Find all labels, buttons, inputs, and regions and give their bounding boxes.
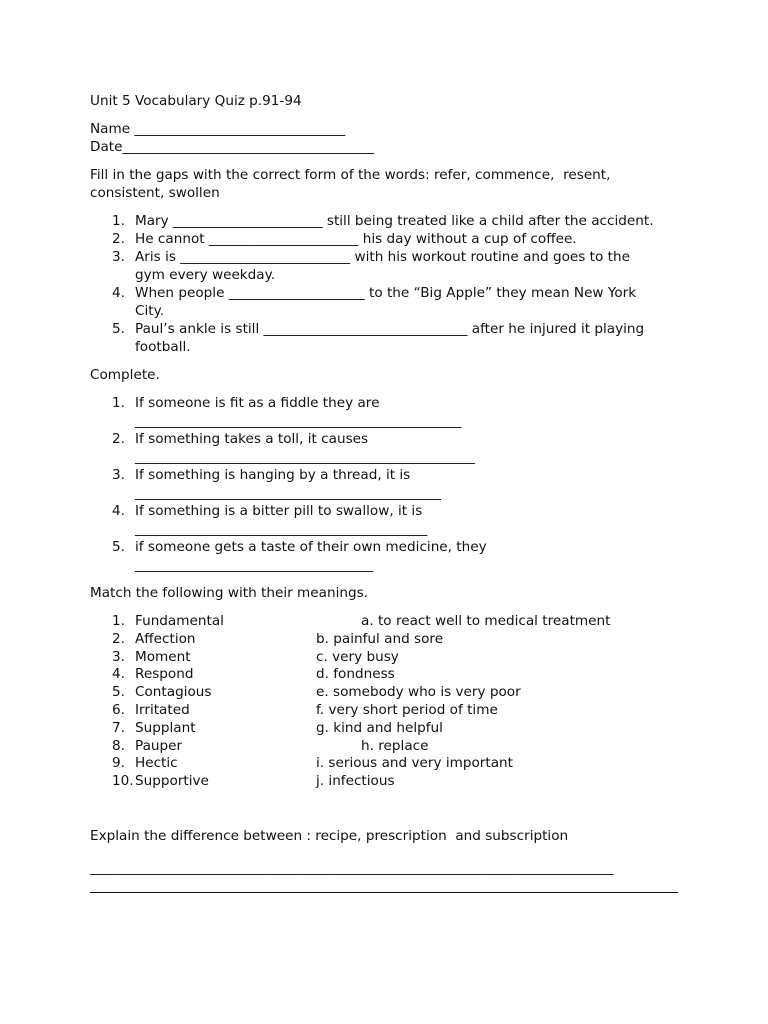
item-number: 5. (112, 539, 125, 555)
item-number: 2. (112, 630, 125, 647)
match-row (90, 737, 680, 755)
match-meaning: c. very busy (316, 648, 399, 665)
item-number: 9. (112, 755, 125, 772)
item-text: Mary ______________________ still being treated like a child after the accident. (135, 213, 654, 229)
answer-blank: __________________________________________________ (135, 449, 475, 465)
complete-list (90, 394, 680, 574)
match-row (90, 683, 680, 701)
list-item (90, 430, 680, 466)
section4-instruction: Explain the difference between : recipe, prescription and subscription (90, 828, 569, 844)
item-text: If someone is fit as a fiddle they are (135, 395, 380, 411)
match-row (90, 612, 680, 630)
section1-instruction-line1: Fill in the gaps with the correct form of the words: refer, commence, resent, (90, 167, 611, 183)
list-item (90, 248, 680, 284)
item-number: 7. (112, 719, 125, 736)
match-row (90, 648, 680, 666)
match-meaning: f. very short period of time (316, 701, 498, 718)
item-number: 4. (112, 666, 125, 683)
item-text: When people ____________________ to the “Big Apple” they mean New York (135, 285, 637, 301)
match-meaning: e. somebody who is very poor (316, 684, 521, 701)
section4 (90, 827, 690, 845)
item-number: 2. (112, 231, 125, 247)
match-meaning: i. serious and very important (316, 755, 513, 772)
match-word: Irritated (135, 701, 190, 718)
item-number: 3. (112, 249, 125, 265)
list-item (90, 284, 680, 320)
date-field: Date_____________________________________ (90, 139, 374, 155)
match-word: Fundamental (135, 613, 224, 629)
answer-line: _____________________________________________________________________________ (90, 860, 614, 876)
match-row (90, 754, 680, 772)
page-rule (90, 892, 678, 893)
match-meaning: a. to react well to medical treatment (361, 613, 611, 629)
match-meaning: b. painful and sore (316, 630, 444, 647)
match-meaning: g. kind and helpful (316, 719, 443, 736)
match-meaning: d. fondness (316, 666, 395, 683)
match-word: Contagious (135, 684, 212, 701)
item-number: 5. (112, 321, 125, 337)
match-row (90, 772, 680, 790)
item-text-continued: gym every weekday. (135, 267, 276, 283)
item-number: 1. (112, 395, 125, 411)
match-row (90, 630, 680, 648)
match-word: Supplant (135, 719, 196, 736)
item-number: 10. (112, 773, 134, 790)
answer-blank: _____________________________________________ (135, 485, 441, 501)
section1-instruction-line2: consistent, swollen (90, 185, 220, 201)
matching-list (90, 612, 680, 790)
list-item (90, 394, 680, 430)
name-field: Name _______________________________ (90, 121, 346, 137)
item-number: 1. (112, 213, 125, 229)
list-item (90, 212, 680, 230)
item-text: If something is a bitter pill to swallow, it is (135, 503, 423, 519)
match-row (90, 701, 680, 719)
worksheet (90, 92, 680, 790)
item-text: If something takes a toll, it causes (135, 431, 369, 447)
match-word: Pauper (135, 737, 183, 754)
match-word: Respond (135, 666, 194, 683)
item-number: 1. (112, 613, 125, 629)
item-text: if someone gets a taste of their own medicine, they (135, 539, 487, 555)
answer-blank: ___________________________________ (135, 557, 373, 573)
match-word: Affection (135, 630, 196, 647)
item-number: 5. (112, 684, 125, 701)
match-word: Supportive (135, 773, 209, 790)
item-text-continued: football. (135, 339, 191, 355)
item-number: 6. (112, 701, 125, 718)
section2-instruction: Complete. (90, 367, 160, 383)
item-number: 3. (112, 467, 125, 483)
item-text-continued: City. (135, 303, 165, 319)
fill-gaps-list (90, 212, 680, 356)
match-row (90, 719, 680, 737)
match-word: Moment (135, 648, 191, 665)
match-row (90, 665, 680, 683)
list-item (90, 502, 680, 538)
answer-area (90, 859, 690, 895)
item-number: 8. (112, 737, 125, 754)
list-item (90, 466, 680, 502)
item-number: 4. (112, 285, 125, 301)
section3-instruction: Match the following with their meanings. (90, 585, 368, 601)
item-text: Aris is _________________________ with his workout routine and goes to the (135, 249, 630, 265)
item-text: If something is hanging by a thread, it is (135, 467, 411, 483)
answer-line-continued: _______ (90, 878, 138, 894)
match-meaning: h. replace (361, 737, 429, 754)
item-number: 3. (112, 648, 125, 665)
item-text: He cannot ______________________ his day without a cup of coffee. (135, 231, 577, 247)
match-meaning: j. infectious (316, 773, 395, 790)
match-word: Hectic (135, 755, 178, 772)
list-item (90, 538, 680, 574)
answer-blank: ___________________________________________ (135, 521, 428, 537)
list-item (90, 320, 680, 356)
list-item (90, 230, 680, 248)
item-number: 2. (112, 431, 125, 447)
item-text: Paul’s ankle is still ______________________________ after he injured it playing (135, 321, 645, 337)
item-number: 4. (112, 503, 125, 519)
quiz-title: Unit 5 Vocabulary Quiz p.91-94 (90, 93, 302, 109)
answer-blank: ________________________________________________ (135, 413, 462, 429)
